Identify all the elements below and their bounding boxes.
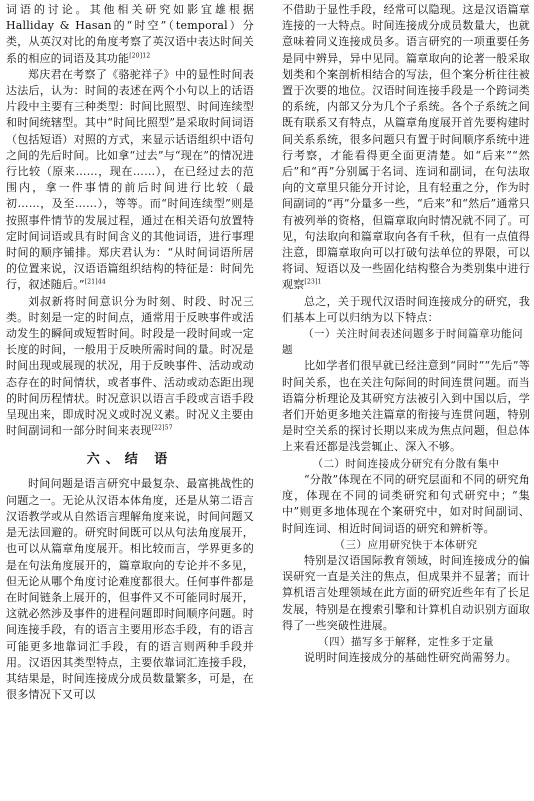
right-paragraph-2: 总之，关于现代汉语时间连接成分的研究，我们基本上可以归纳为以下特点：	[282, 294, 530, 324]
subheading-1: （一）关注时间表述问题多于时间篇章功能问题	[282, 328, 523, 357]
right-paragraph-3: 比如学者们很早就已经注意到“同时”“先后”等时间关系，也在关注句际间的时间连贯问题。而当语篇分析理论及其研究方法被引入到中国以后，学者们开始更多地关注篇章的衔接与连贯问题，特别是时空关系的探讨长期以来成为焦点问题，但总体上来看还都是浅尝辄止、深入不够。	[282, 359, 530, 454]
left-p3-text: 刘叔新将时间意识分为时刻、时段、时况三类。时刻是一定的时间点，通常用于反映事件或活动发生的瞬间或短暂时间。时段是一段时间或一定长度的时间，一般用于反映所需时间的量。时况是时间出现或展现的状况，用于反映事件、活动或动态存在的时间情状，或者事件、活动或动态距出现的时间历程情状。时况意识以语言手段或言语手段呈现出来，即成时况义或时况义素。时况义主要由时间副词和一部分时间来表现	[6, 294, 254, 438]
right-paragraph-6: 说明时间连接成分的基础性研究尚需努力。	[304, 651, 517, 665]
left-paragraph-2	[6, 67, 254, 294]
left-p1-text: 词语的讨论。其他相关研究如影宜雄根据Halliday & Hasan的“时空”（temporal）分类，从英汉对比的角度考察了英汉语中表达时间关系的相应的词语及其功能	[6, 3, 254, 65]
left-paragraph-4: 时间问题是语言研究中最复杂、最富挑战性的问题之一。无论从汉语本体角度，还是从第二语言汉语教学或从自然语言理解角度来说，时间问题又是无法回避的。研究时间既可以从句法角度展开，也可以从篇章角度展开。相比较而言，学界更多的是在句法角度展开的，篇章取向的专论并不多见，但无论从哪个角度讨论难度都很大。任何事件都是在时间链条上展开的，但事件又不可能同时展开，这就必然涉及事件的进程问题即时间顺序问题。时间连接手段，有的语言主要用形态手段，有的语言可能更多地靠词汇手段，有的语言则两种手段并用。汉语因其类型特点，主要依靠词汇连接手段，其结果是，时间连接成分成员数量繁多，可是，在很多情况下又可以	[6, 477, 254, 702]
subheading-3: （三）应用研究快于本体研究	[334, 538, 478, 551]
citation: [20]12	[129, 51, 151, 59]
subheading-2: （二）时间连接成分研究有分散有集中	[312, 457, 500, 470]
left-paragraph-3	[6, 294, 254, 440]
left-p2-text-c: ”则是按照事件情节的发展过程，通过在相关语句放置特定时间词语或具有时间含义的其他词语，进行事理时间的顺序铺排。郑庆君认为：“从时间词语所居的位置来说，汉语语篇组织结构的特征是：时间先行，叙述随后。”	[6, 197, 254, 292]
left-column	[6, 2, 254, 703]
subheading-4: （四）描写多于解释，定性多于定量	[318, 635, 494, 648]
right-p1-text: 不借助于显性手段，经常可以隐现。这是汉语篇章连接的一大特点。时间连接成分成员数量大，也就意味着同义连接成员多。语言研究的一项重要任务是同中辨异，异中见同。篇章取向的论著一般采取划类和个案剖析相结合的写法，但个案分析往往被置于次要的地位。汉语时间连接手段是一个跨词类的系统，内部又分为几个子系统。各个子系统之间既有联系又有特点，从篇章角度展开首先要构建时间关系系统，很多问题只有置于时间顺序系统中进行考察，才能看得更全面更清楚。如“后来”“然后”和“再”分别属于名词、连词和副词，在句法取向的文章里只能分开讨论，且有轻重之分，作为时间副词的“再”分量多一些，“后来”和“然后”通常只有被列举的资格，但篇章取向时情况就不同了。可见，句法取向和篇章取向各有千秋，但有一点值得注意，即篇章取向可以打破句法单位的界限，可以将词、短语以及一些固化结构整合为类别集中进行观察	[282, 3, 530, 292]
section-title: 六、结 语	[86, 452, 174, 468]
term-time-continuous: 时间连续型	[167, 197, 226, 211]
citation: [21]44	[84, 278, 106, 286]
citation: [23]1	[304, 278, 322, 286]
right-paragraph-1	[282, 2, 530, 294]
right-paragraph-5: 特别是汉语国际教育领域，时间连接成分的偏误研究一直是关注的焦点，但成果并不显著；而计算机语言处理领域在此方面的研究近些年有了长足发展，特别是在搜索引擎和计算机自动识别方面取得了一些突破性进展。	[282, 553, 530, 632]
right-paragraph-4: “分散”体现在不同的研究层面和不同的研究角度，体现在不同的词类研究和句式研究中；“集中”则更多地体现在个案研究中，如对时间副词、时间连词、相近时间词语的研究和辨析等。	[282, 472, 530, 535]
left-p2-text-a: 郑庆君在考察了《骆驼祥子》中的显性时间表达法后，认为：时间的表述在两个小句以上的话语片段中主要有三种类型：时间比照型、时间连续型和时间统辖型。其中“	[6, 67, 254, 130]
left-paragraph-1	[6, 2, 254, 67]
left-p2-text-b: ”是采取时间词语（包括短语）对照的方式，来显示话语组织中语句之间的先后时间。比如拿“过去”与“现在”的情况进行比较（原来……，现在……），在已经过去的范围内，拿一件事情的前后时间进行比较（最初……，及至……），等等。而“	[6, 116, 254, 211]
right-column	[282, 2, 530, 666]
term-time-contrast: 时间比照型	[113, 116, 170, 130]
citation: [22]57	[151, 424, 173, 432]
